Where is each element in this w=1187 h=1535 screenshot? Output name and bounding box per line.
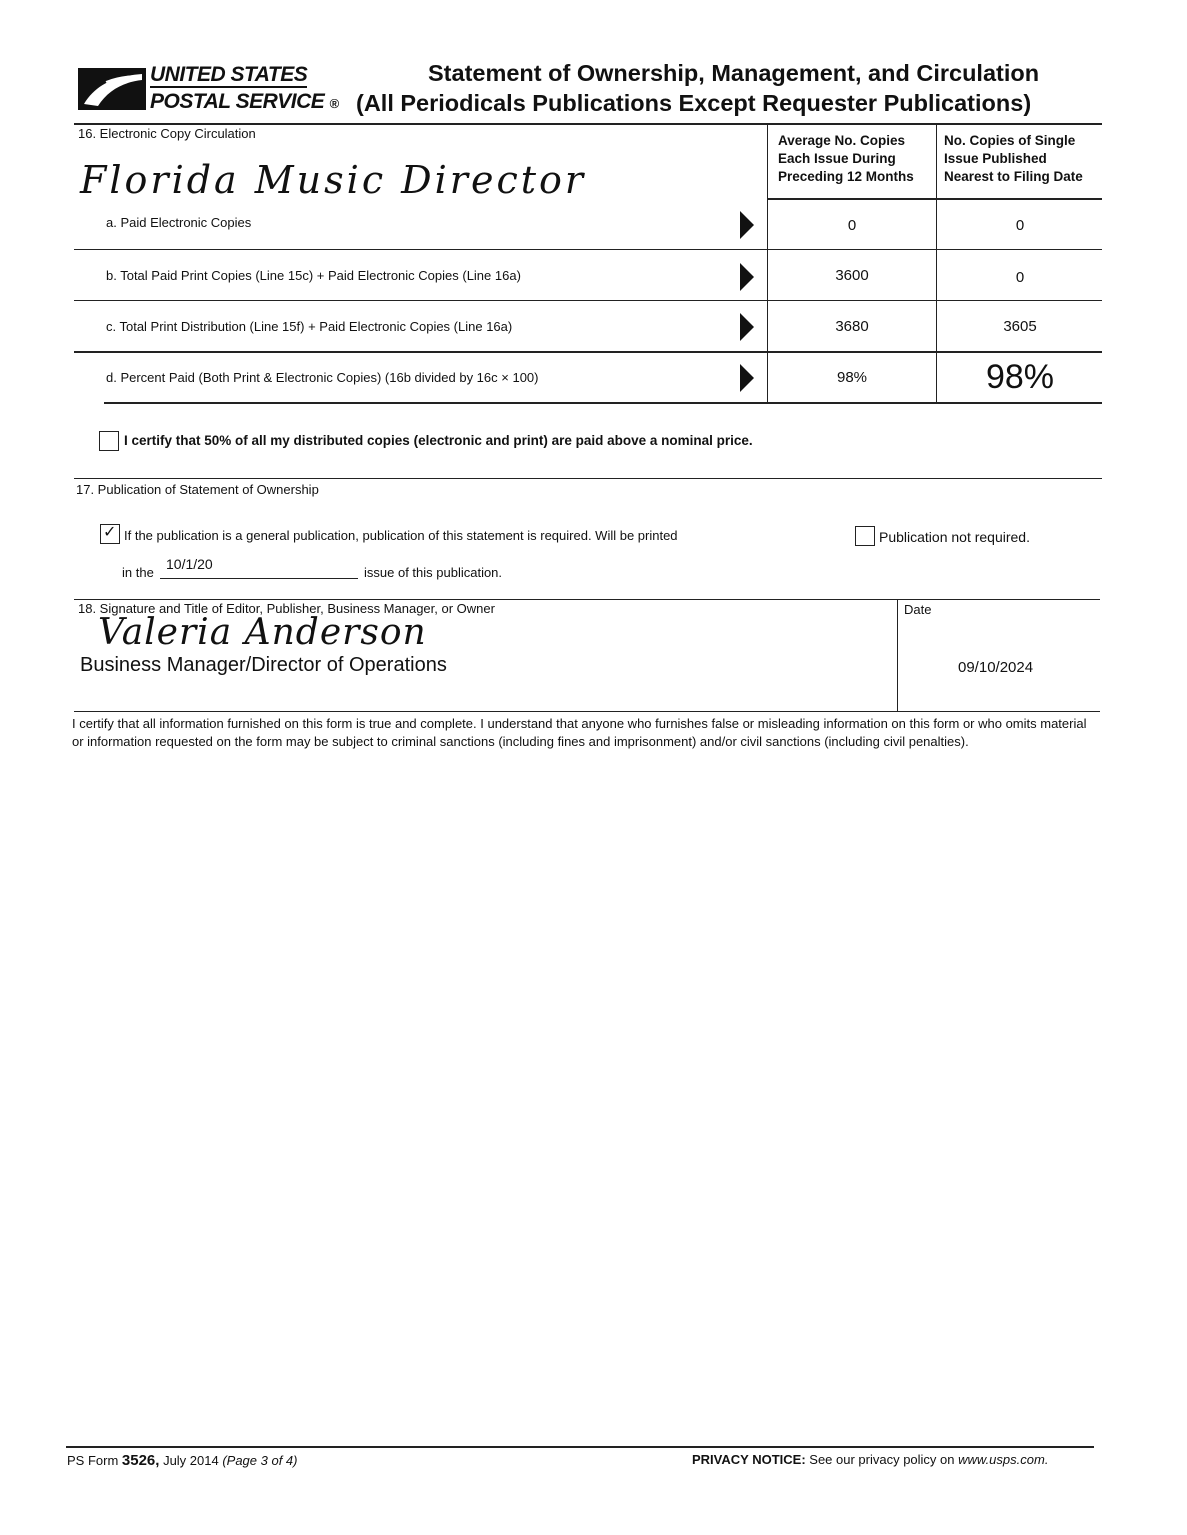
form-prefix: PS Form (67, 1453, 122, 1468)
arrow-right-icon (740, 364, 754, 392)
page-number: (Page 3 of 4) (222, 1453, 298, 1468)
not-required-checkbox[interactable] (855, 526, 875, 546)
top-rule (74, 123, 1102, 125)
certification-text: I certify that all information furnished on this form is true and complete. I understand that anyone who furnishes false or misleading information on this form or who omits material or information requested on the form may be subject to criminal sanctions (including fines and imprisonment) and/or civil sanctions (including civil penalties). (72, 716, 1087, 749)
row-c-single: 3605 (1003, 318, 1037, 335)
col-head-average-1: Average No. Copies (778, 133, 906, 148)
publication-name: Florida Music Director (80, 158, 587, 202)
row-b-rule (74, 300, 1102, 301)
col-head-single-3: Nearest to Filing Date (944, 169, 1083, 184)
logo-line1: UNITED STATES (150, 63, 308, 86)
section17-label: 17. Publication of Statement of Ownership (76, 482, 319, 497)
row-b-avg: 3600 (835, 267, 869, 284)
row-a-single: 0 (1015, 217, 1025, 234)
date-divider (897, 599, 898, 711)
registered-mark: ® (329, 96, 339, 111)
col-head-average-2: Each Issue During (778, 151, 896, 166)
section17-bottom-rule (74, 599, 1100, 600)
section18-bottom-rule (74, 711, 1100, 712)
form-title-line2: (All Periodicals Publications Except Requester Publications) (356, 90, 1032, 116)
date-label: Date (904, 602, 932, 617)
arrow-right-icon (740, 263, 754, 291)
eagle-icon (76, 64, 148, 114)
section18-label: 18. Signature and Title of Editor, Publisher, Business Manager, or Owner (78, 601, 495, 616)
privacy-text: See our privacy policy on (805, 1452, 959, 1467)
general-publication-checkbox[interactable] (100, 524, 120, 544)
certify-text: I certify that 50% of all my distributed copies (electronic and print) are paid above a nominal price. (124, 433, 753, 448)
row-c-rule (74, 351, 1102, 353)
logo-line2 (150, 90, 339, 116)
signature-date: 09/10/2024 (958, 659, 1034, 676)
col-head-average-3: Preceding 12 Months (778, 169, 914, 184)
row-d-label: d. Percent Paid (Both Print & Electronic Copies) (16b divided by 16c × 100) (106, 370, 539, 385)
footer-rule (66, 1446, 1094, 1448)
col-head-single-2: Issue Published (944, 151, 1047, 166)
form-title-line1: Statement of Ownership, Management, and Circulation (428, 60, 1040, 86)
arrow-right-icon (740, 211, 754, 239)
form-date: July 2014 (159, 1453, 223, 1468)
privacy-link[interactable]: www.usps.com. (958, 1452, 1049, 1467)
not-required-text: Publication not required. (879, 529, 1030, 545)
arrow-right-icon (740, 313, 754, 341)
section16-bottom-rule (74, 478, 1102, 479)
signature: Valeria Anderson (98, 612, 427, 653)
row-b-single: 0 (1015, 269, 1025, 286)
general-publication-text: If the publication is a general publication, publication of this statement is required. Will be printed (124, 528, 678, 543)
in-the-label: in the (122, 565, 154, 580)
row-a-label: a. Paid Electronic Copies (106, 215, 252, 230)
form-id (67, 1452, 297, 1469)
signer-title: Business Manager/Director of Operations (80, 654, 447, 676)
col-head-single-1: No. Copies of Single (944, 133, 1076, 148)
row-c-label: c. Total Print Distribution (Line 15f) + Paid Electronic Copies (Line 16a) (106, 319, 513, 334)
row-c-avg: 3680 (835, 318, 869, 335)
row-a-avg: 0 (847, 217, 857, 234)
col-divider-1 (767, 124, 768, 404)
row-d-avg: 98% (836, 369, 868, 386)
col-head-single (944, 132, 1083, 186)
section16-label: 16. Electronic Copy Circulation (78, 126, 256, 141)
usps-logo (76, 64, 366, 116)
issue-date-value: 10/1/20 (166, 556, 213, 572)
certify-checkbox[interactable] (99, 431, 119, 451)
row-a-rule (74, 249, 1102, 250)
form-number: 3526, (121, 1452, 160, 1469)
header-rule (767, 198, 1102, 200)
logo-line2-text: POSTAL SERVICE (150, 90, 325, 113)
check-mark-icon: ✓ (103, 524, 117, 541)
row-d-rule (104, 402, 1102, 404)
issue-suffix: issue of this publication. (364, 565, 503, 580)
privacy-label: PRIVACY NOTICE: (692, 1452, 806, 1467)
row-b-label: b. Total Paid Print Copies (Line 15c) + Paid Electronic Copies (Line 16a) (106, 268, 521, 283)
row-d-single: 98% (985, 358, 1055, 396)
col-head-average (778, 132, 914, 186)
privacy-notice (692, 1452, 1048, 1467)
issue-date-field[interactable] (160, 556, 358, 579)
